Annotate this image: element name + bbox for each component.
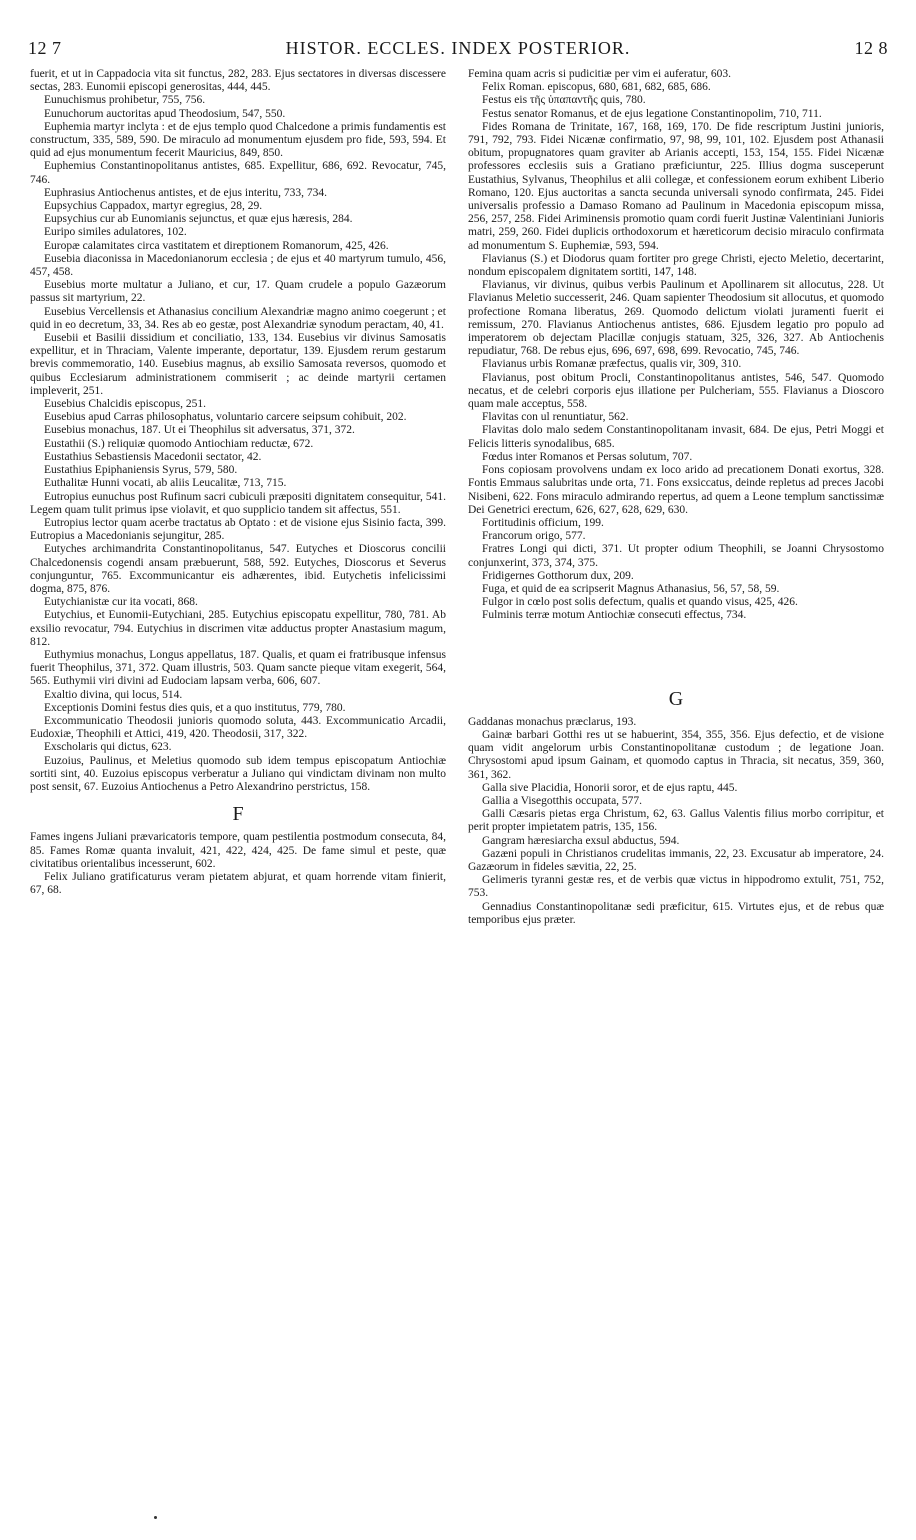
section-letter-g: G [668,687,684,710]
index-entry: Flavianus (S.) et Diodorus quam fortiter pro grege Christi, ejecto Meletio, decertarint, nondum episcopalem dignitatem sortiti, 147, 148. [468,252,884,279]
index-entry: Euphemia martyr inclyta : et de ejus templo quod Chalcedone a primis fundamentis est constructum, 335, 589, 590. De miraculo ad monumentum ejusdem pro fide, 593, 594. Et quid ad ejus monumentum fecerit Mauricius, 849, 850. [30,120,446,160]
index-entry: Euphemius Constantinopolitanus antistes, 685. Expellitur, 686, 692. Revocatur, 745, 746. [30,160,446,186]
index-entry: Euripo similes adulatores, 102. [44,226,187,239]
index-entry: Eusebia diaconissa in Macedonianorum ecclesia ; de ejus et 40 martyrum tumulo, 456, 457, 458. [30,252,446,279]
index-entry: Fortitudinis officium, 199. [482,516,604,529]
index-entry: Festus senator Romanus, et de ejus legatione Constantinopolim, 710, 711. [482,107,822,120]
index-entry: Eutropius lector quam acerbe tractatus ab Optato : et de visione ejus Sisinio facta, 399. Eutropius a Macedonianis sejungitur, 285. [30,516,446,543]
index-entry: Eusebius Chalcidis episcopus, 251. [44,398,206,411]
index-entry: Fulminis terræ motum Antiochiæ consecuti effectus, 734. [482,609,747,622]
index-entry: Eutychianistæ cur ita vocati, 868. [44,596,198,609]
index-entry: Gallia a Visegotthis occupata, 577. [482,794,643,807]
right-entries [468,68,884,623]
index-entry: Fulgor in cœlo post solis defectum, qualis et quando visus, 425, 426. [482,596,798,609]
index-entry: Eustathius Sebastiensis Macedonii sectator, 42. [44,450,262,463]
index-entry: Eusebius morte multatur a Juliano, et cur, 17. Quam crudele a populo Gazæorum passus sit martyrium, 22. [30,279,446,305]
index-entry: Eutyches archimandrita Constantinopolitanus, 547. Eutyches et Dioscorus concilii Chalcedonensis cogendi ansam præbuerunt, 588, 592. Eutyches, Dioscorus et Severus conjunguntur, 765. Excommunicantur eis adhærentes, ibid. Eutychetis infelicissimi dogma, 875, 876. [30,543,446,595]
right-column [468,68,884,1508]
running-title: HISTOR. ECCLES. INDEX POSTERIOR. [285,37,631,58]
index-entry: Gennadius Constantinopolitanæ sedi præficitur, 615. Virtutes ejus, et de rebus quæ temporibus ejus præter. [468,900,884,926]
index-entry: Flavianus urbis Romanæ præfectus, qualis vir, 309, 310. [482,358,742,371]
index-entry: Galli Cæsaris pietas erga Christum, 62, 63. Gallus Valentis filius morbo corripitur, et perit propter impietatem patris, 135, 156. [468,808,884,834]
index-entry: Euthymius monachus, Longus appellatus, 187. Qualis, et quam ei fratribusque infensus fuerit Theophilus, 371, 372. Quam illustris, 503. Quam sancte pieque vitam exegerit, 564, 565. Euthymii viri divini ad Eudociam lapsam verba, 606, 607. [30,648,446,688]
index-entry: Eusebius monachus, 187. Ut ei Theophilus sit adversatus, 371, 372. [44,424,355,437]
index-entry: Fames ingens Juliani prævaricatoris tempore, quam pestilentia postmodum consecuta, 84, 85. Fames Romæ quanta invaluit, 421, 422, 424, 425. De fame simul et peste, quæ civitatibus orientalibus incesserunt, 602. [30,831,446,870]
index-entry: Eupsychius Cappadox, martyr egregius, 28, 29. [44,200,263,213]
index-entry: Galla sive Placidia, Honorii soror, et de ejus raptu, 445. [482,781,738,794]
index-entry: Eutychius, et Eunomii-Eutychiani, 285. Eutychius episcopatu expellitur, 780, 781. Ab exsilio revocatur, 794. Eutychius in discrimen vitæ adductus propter Anastasium magum, 812. [30,609,446,648]
left-page-number: 12 7 [28,37,62,58]
index-entry: Felix Juliano gratificaturus veram pietatem abjurat, et quam horrende vitam finierit, 67, 68. [30,870,446,897]
index-entry: Femina quam acris si pudicitiæ per vim ei auferatur, 603. [468,68,732,80]
index-entry: Euthalitæ Hunni vocati, ab aliis Leucalitæ, 713, 715. [44,477,287,490]
left-column [30,68,446,1508]
index-entry: Flavitas dolo malo sedem Constantinopolitanam invasit, 684. De ejus, Petri Moggi et Felicis litteris synodalibus, 685. [468,424,884,450]
index-entry: Eusebius Vercellensis et Athanasius concilium Alexandriæ magno animo coegerunt ; et quid in eo decretum, 33, 34. Res ab eo gestæ, post Alexandriæ synodum peractam, 40, 41. [30,305,446,331]
index-entry: Flavianus, post obitum Procli, Constantinopolitanus antistes, 546, 547. Quomodo necatus, et de celebri corporis ejus illatione per Pulcheriam, 555. Flavianus a Dioscoro quam male acceptus, 558. [468,371,884,411]
index-entry: Gangram hæresiarcha exsul abductus, 594. [482,834,680,847]
page-header [28,36,888,60]
index-entry: Exceptionis Domini festus dies quis, et a quo institutus, 779, 780. [44,701,346,714]
index-entry: Eustathii (S.) reliquiæ quomodo Antiochiam reductæ, 672. [44,437,314,450]
index-entry: Eusebius apud Carras philosophatus, voluntario carcere seipsum cohibuit, 202. [44,411,407,424]
index-entry: Francorum origo, 577. [482,530,586,543]
index-entry: Fœdus inter Romanos et Persas solutum, 707. [482,450,693,463]
index-entry: Eunuchorum auctoritas apud Theodosium, 547, 550. [44,107,286,120]
right-page-number: 12 8 [854,37,888,58]
index-entry: Exscholaris qui dictus, 623. [44,741,172,754]
index-entry: Gelimeris tyranni gestæ res, et de verbis quæ victus in hippodromo extulit, 751, 752, 753. [468,874,884,900]
index-entry: Eunuchismus prohibetur, 755, 756. [44,94,206,107]
index-entry: Felix Roman. episcopus, 680, 681, 682, 685, 686. [482,81,711,94]
index-entry: Eupsychius cur ab Eunomianis sejunctus, et quæ ejus hæresis, 284. [44,213,353,226]
index-entry: fuerit, et ut in Cappadocia vita sit functus, 282, 283. Ejus sectatores in diversas discessere sectas, 283. Eunomii episcopi generositas, 444, 445. [30,68,446,94]
f-entries [30,831,446,897]
index-entry: Gazæni populi in Christianos crudelitas immanis, 22, 23. Excusatur ab imperatore, 24. Gazæorum in fideles sævitia, 22, 25. [468,847,884,873]
index-entry: Europæ calamitates circa vastitatem et direptionem Romanorum, 425, 426. [44,239,389,252]
section-gap [468,623,884,679]
index-entry: Exaltio divina, qui locus, 514. [44,688,183,701]
index-entry: Flavianus, vir divinus, quibus verbis Paulinum et Apollinarem sit allocutus, 228. Ut Flavianus Meletio successerit, 246. Quam sapienter Theodosium sit allocutus, et quomodo profectione Romana liberatus, 269. Quomodo delictum violati juramenti fuerit ei remissum, 270. Flavianus Antiochenus antistes, 686. Ejusdem legatio pro populo ad imperatorem ob dejectam Placillæ conjugis statuam, 325, 326, 327. Ab Antiochenis repudiatur, 768. De rebus ejus, 696, 697, 698, 699. Revocatio, 745, 746. [468,279,884,358]
g-entries [468,716,884,927]
index-entry: Fons copiosam provolvens undam ex loco arido ad precationem Donati exortus, 328. Fontis Emmaus salubritas unde orta, 71. Fons exsiccatus, deinde repletus ad preces Jacobi Nisibeni, 622. Fons miraculo admirando repertus, ad quem a Leone templum sanctissimæ Dei Genetrici erectum, 626, 627, 628, 629, 630. [468,464,884,516]
index-entry: Euzoius, Paulinus, et Meletius quomodo sub idem tempus episcopatum Antiochiæ sortiti sint, 40. Euzoius episcopus verberatur a Juliano qui vindictam divinam non multo post sensit, 67. Euzoius Antiochenus a Petro Alexandrino perstrictus, 158. [30,754,446,793]
index-entry: Flavitas con ul renuntiatur, 562. [482,411,629,424]
index-entry: Festus eis τῆς ὑπαπαντῆς quis, 780. [482,94,646,107]
section-letter-f: F [232,803,244,826]
index-entry: Eutropius eunuchus post Rufinum sacri cubiculi præpositi dignitatem consequitur, 541. Legem quam tulit primus ipse violavit, et quo supplicio tandem sit affectus, 551. [30,490,446,516]
stray-mark [154,1516,157,1519]
index-entry: Fratres Longi qui dicti, 371. Ut propter odium Theophili, se Joanni Chrysostomo conjunxerint, 373, 374, 375. [468,543,884,569]
index-entry: Euphrasius Antiochenus antistes, et de ejus interitu, 733, 734. [44,186,327,199]
index-entry: Excommunicatio Theodosii junioris quomodo soluta, 443. Excommunicatio Arcadii, Eudoxiæ, Theophili et Attici, 419, 420. Theodosii, 317, 322. [30,714,446,741]
index-entry: Eustathius Epiphaniensis Syrus, 579, 580. [44,464,238,477]
index-entry: Gainæ barbari Gotthi res ut se habuerint, 354, 355, 356. Ejus defectio, et de visione quam vidit angelorum urbis Constantinopolitanæ custodum ; de legatione Joan. Chrysostomi apud ipsum Gainam, et quomodo captus in Thracia, sit necatus, 359, 360, 361, 362. [468,728,884,781]
index-entry: Gaddanas monachus præclarus, 193. [468,715,637,728]
index-entry: Fridigernes Gotthorum dux, 209. [482,569,634,582]
left-entries [30,68,446,794]
index-entry: Fuga, et quid de ea scripserit Magnus Athanasius, 56, 57, 58, 59. [482,582,780,595]
index-entry: Eusebii et Basilii dissidium et conciliatio, 133, 134. Eusebius vir divinus Samosatis expellitur, et in Thraciam, Valente imperante, deportatur, 139. Ejusdem rerum gestarum brevis commemoratio, 140. Eusebius magnus, ab exsilio Samosata reversos, quomodo et quibus Ecclesiarum administrationem commiserit ; ac deinde martyrii certamen impleverit, 251. [30,332,446,397]
index-entry: Fides Romana de Trinitate, 167, 168, 169, 170. De fide rescriptum Justini junioris, 791, 792, 793. Fidei Nicænæ confirmatio, 97, 98, 99, 101, 102. Ejusdem post Athanasii obitum, propugnatores quam graviter ab Arianis accepti, 153, 154, 155. Fidei Nicænæ professores ecclesiis suis a Gratiano præficiuntur, 225. Illius dogma susceperunt Eustathius, Sylvanus, Theophilus et alii collegæ, et confessionem eorum exhibent Liberio Romano, 120. Ejus auctoritas a sancta secunda universali synodo confirmata, 245. Fidei universalis professio a Damaso Romano ad Paulinum in Macedonia episcopum missa, 256, 257, 258. Fidei Ariminensis promotio quam cordi fuerit Justinæ Valentiniani Junioris matri, 259, 260. Fidei duplicis orthodoxorum et hæreticorum decisio miraculo confirmata ad monumentum S. Euphemiæ, 593, 594. [468,120,884,252]
